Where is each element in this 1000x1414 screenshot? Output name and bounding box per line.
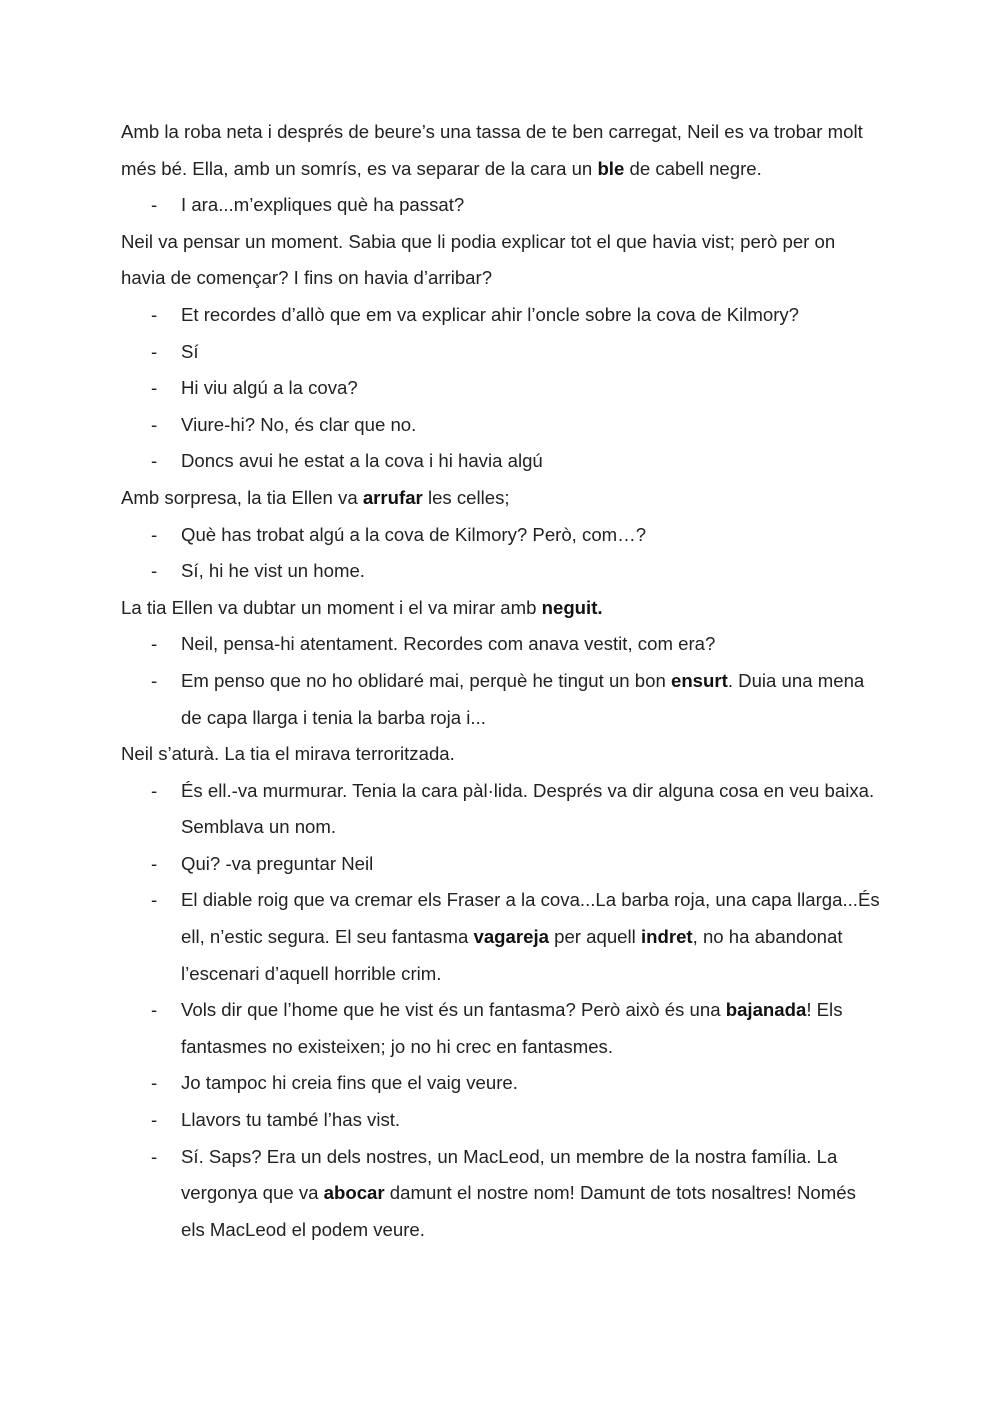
text-run: Sí, hi he vist un home. — [181, 560, 365, 582]
dialogue-dash: - — [151, 669, 158, 691]
text-run: Neil s’aturà. La tia el mirava terroritzada. — [121, 743, 455, 765]
dialogue-dash: - — [151, 560, 158, 582]
dialogue-line — [121, 882, 881, 992]
dialogue-dash: - — [151, 779, 158, 801]
text-run: Hi viu algú a la cova? — [181, 377, 358, 399]
dialogue-line — [121, 663, 881, 736]
text-run: damunt el nostre nom! Damunt de tots nosaltres! Només els MacLeod el podem veure. — [181, 1182, 856, 1240]
dialogue-dash: - — [151, 377, 158, 399]
text-run: Amb sorpresa, la tia Ellen va — [121, 486, 363, 508]
bold-word: neguit. — [541, 596, 603, 618]
text-run: Què has trobat algú a la cova de Kilmory? Però, com…? — [181, 523, 647, 545]
dialogue-dash: - — [151, 303, 158, 325]
dialogue-line — [121, 443, 881, 480]
dialogue-dash: - — [151, 413, 158, 435]
text-run: Doncs avui he estat a la cova i hi havia algú — [181, 450, 543, 472]
text-run: Amb la roba neta i després de beure’s una tassa de te ben carregat, Neil es va trobar molt més bé. Ella, amb un somrís, es va separar de la cara un — [121, 121, 863, 179]
text-run: Llavors tu també l’has vist. — [181, 1109, 401, 1131]
dialogue-dash: - — [151, 340, 158, 362]
bold-word: indret — [640, 926, 693, 948]
dialogue-line — [121, 626, 881, 663]
dialogue-line — [121, 517, 881, 554]
dialogue-dash: - — [151, 889, 158, 911]
bold-word: ensurt — [670, 669, 728, 691]
paragraph — [121, 224, 881, 297]
text-run: ! Els fantasmes no existeixen; jo no hi crec en fantasmes. — [181, 999, 843, 1057]
text-run: per aquell — [548, 926, 641, 948]
text-run: Neil, pensa-hi atentament. Recordes com anava vestit, com era? — [181, 633, 716, 655]
dialogue-dash: - — [151, 194, 158, 216]
paragraph — [121, 590, 881, 627]
paragraph — [121, 480, 881, 517]
bold-word: abocar — [323, 1182, 385, 1204]
dialogue-line — [121, 992, 881, 1065]
text-run: Sí — [181, 340, 199, 362]
text-run: I ara...m’expliques què ha passat? — [181, 194, 465, 216]
dialogue-dash: - — [151, 999, 158, 1021]
paragraph — [121, 114, 881, 187]
paragraph — [121, 736, 881, 773]
bold-word: ble — [597, 157, 625, 179]
dialogue-line — [121, 1102, 881, 1139]
text-run: La tia Ellen va dubtar un moment i el va mirar amb — [121, 596, 542, 618]
text-run: Em penso que no ho oblidaré mai, perquè he tingut un bon — [181, 669, 671, 691]
bold-word: vagareja — [473, 926, 549, 948]
dialogue-dash: - — [151, 1072, 158, 1094]
text-run: El diable roig que va cremar els Fraser a la cova...La barba roja, una capa llarga...És ell, n’estic segura. El seu fantasma — [181, 889, 880, 948]
dialogue-dash: - — [151, 523, 158, 545]
dialogue-dash: - — [151, 852, 158, 874]
dialogue-line — [121, 1065, 881, 1102]
dialogue-line — [121, 553, 881, 590]
dialogue-dash: - — [151, 633, 158, 655]
bold-word: bajanada — [725, 999, 807, 1021]
bold-word: arrufar — [362, 486, 423, 508]
dialogue-dash: - — [151, 1145, 158, 1167]
text-run: Viure-hi? No, és clar que no. — [181, 413, 417, 435]
text-run: Jo tampoc hi creia fins que el vaig veure. — [181, 1072, 518, 1094]
text-run: És ell.-va murmurar. Tenia la cara pàl·lida. Després va dir alguna cosa en veu baixa. Semblava un nom. — [181, 779, 875, 838]
dialogue-line — [121, 187, 881, 224]
text-run: de cabell negre. — [624, 157, 762, 179]
dialogue-line — [121, 370, 881, 407]
dialogue-line — [121, 846, 881, 883]
text-run: Vols dir que l’home que he vist és un fantasma? Però això és una — [181, 999, 726, 1021]
text-run: Qui? -va preguntar Neil — [181, 852, 374, 874]
text-run: Neil va pensar un moment. Sabia que li podia explicar tot el que havia vist; però per on havia de començar? I fins on havia d’arribar? — [121, 230, 836, 289]
dialogue-line — [121, 297, 881, 334]
story-text — [121, 114, 881, 1248]
dialogue-line — [121, 407, 881, 444]
text-run: les celles; — [422, 486, 510, 508]
text-run: , no ha abandonat l’escenari d’aquell horrible crim. — [181, 926, 843, 984]
dialogue-dash: - — [151, 450, 158, 472]
text-run: . Duia una mena de capa llarga i tenia la barba roja i... — [181, 669, 865, 728]
dialogue-line — [121, 773, 881, 846]
dialogue-line — [121, 334, 881, 371]
dialogue-line — [121, 1139, 881, 1249]
text-run: Et recordes d’allò que em va explicar ahir l’oncle sobre la cova de Kilmory? — [181, 303, 800, 325]
text-run: Sí. Saps? Era un dels nostres, un MacLeod, un membre de la nostra família. La vergonya que va — [181, 1145, 838, 1204]
dialogue-dash: - — [151, 1109, 158, 1131]
